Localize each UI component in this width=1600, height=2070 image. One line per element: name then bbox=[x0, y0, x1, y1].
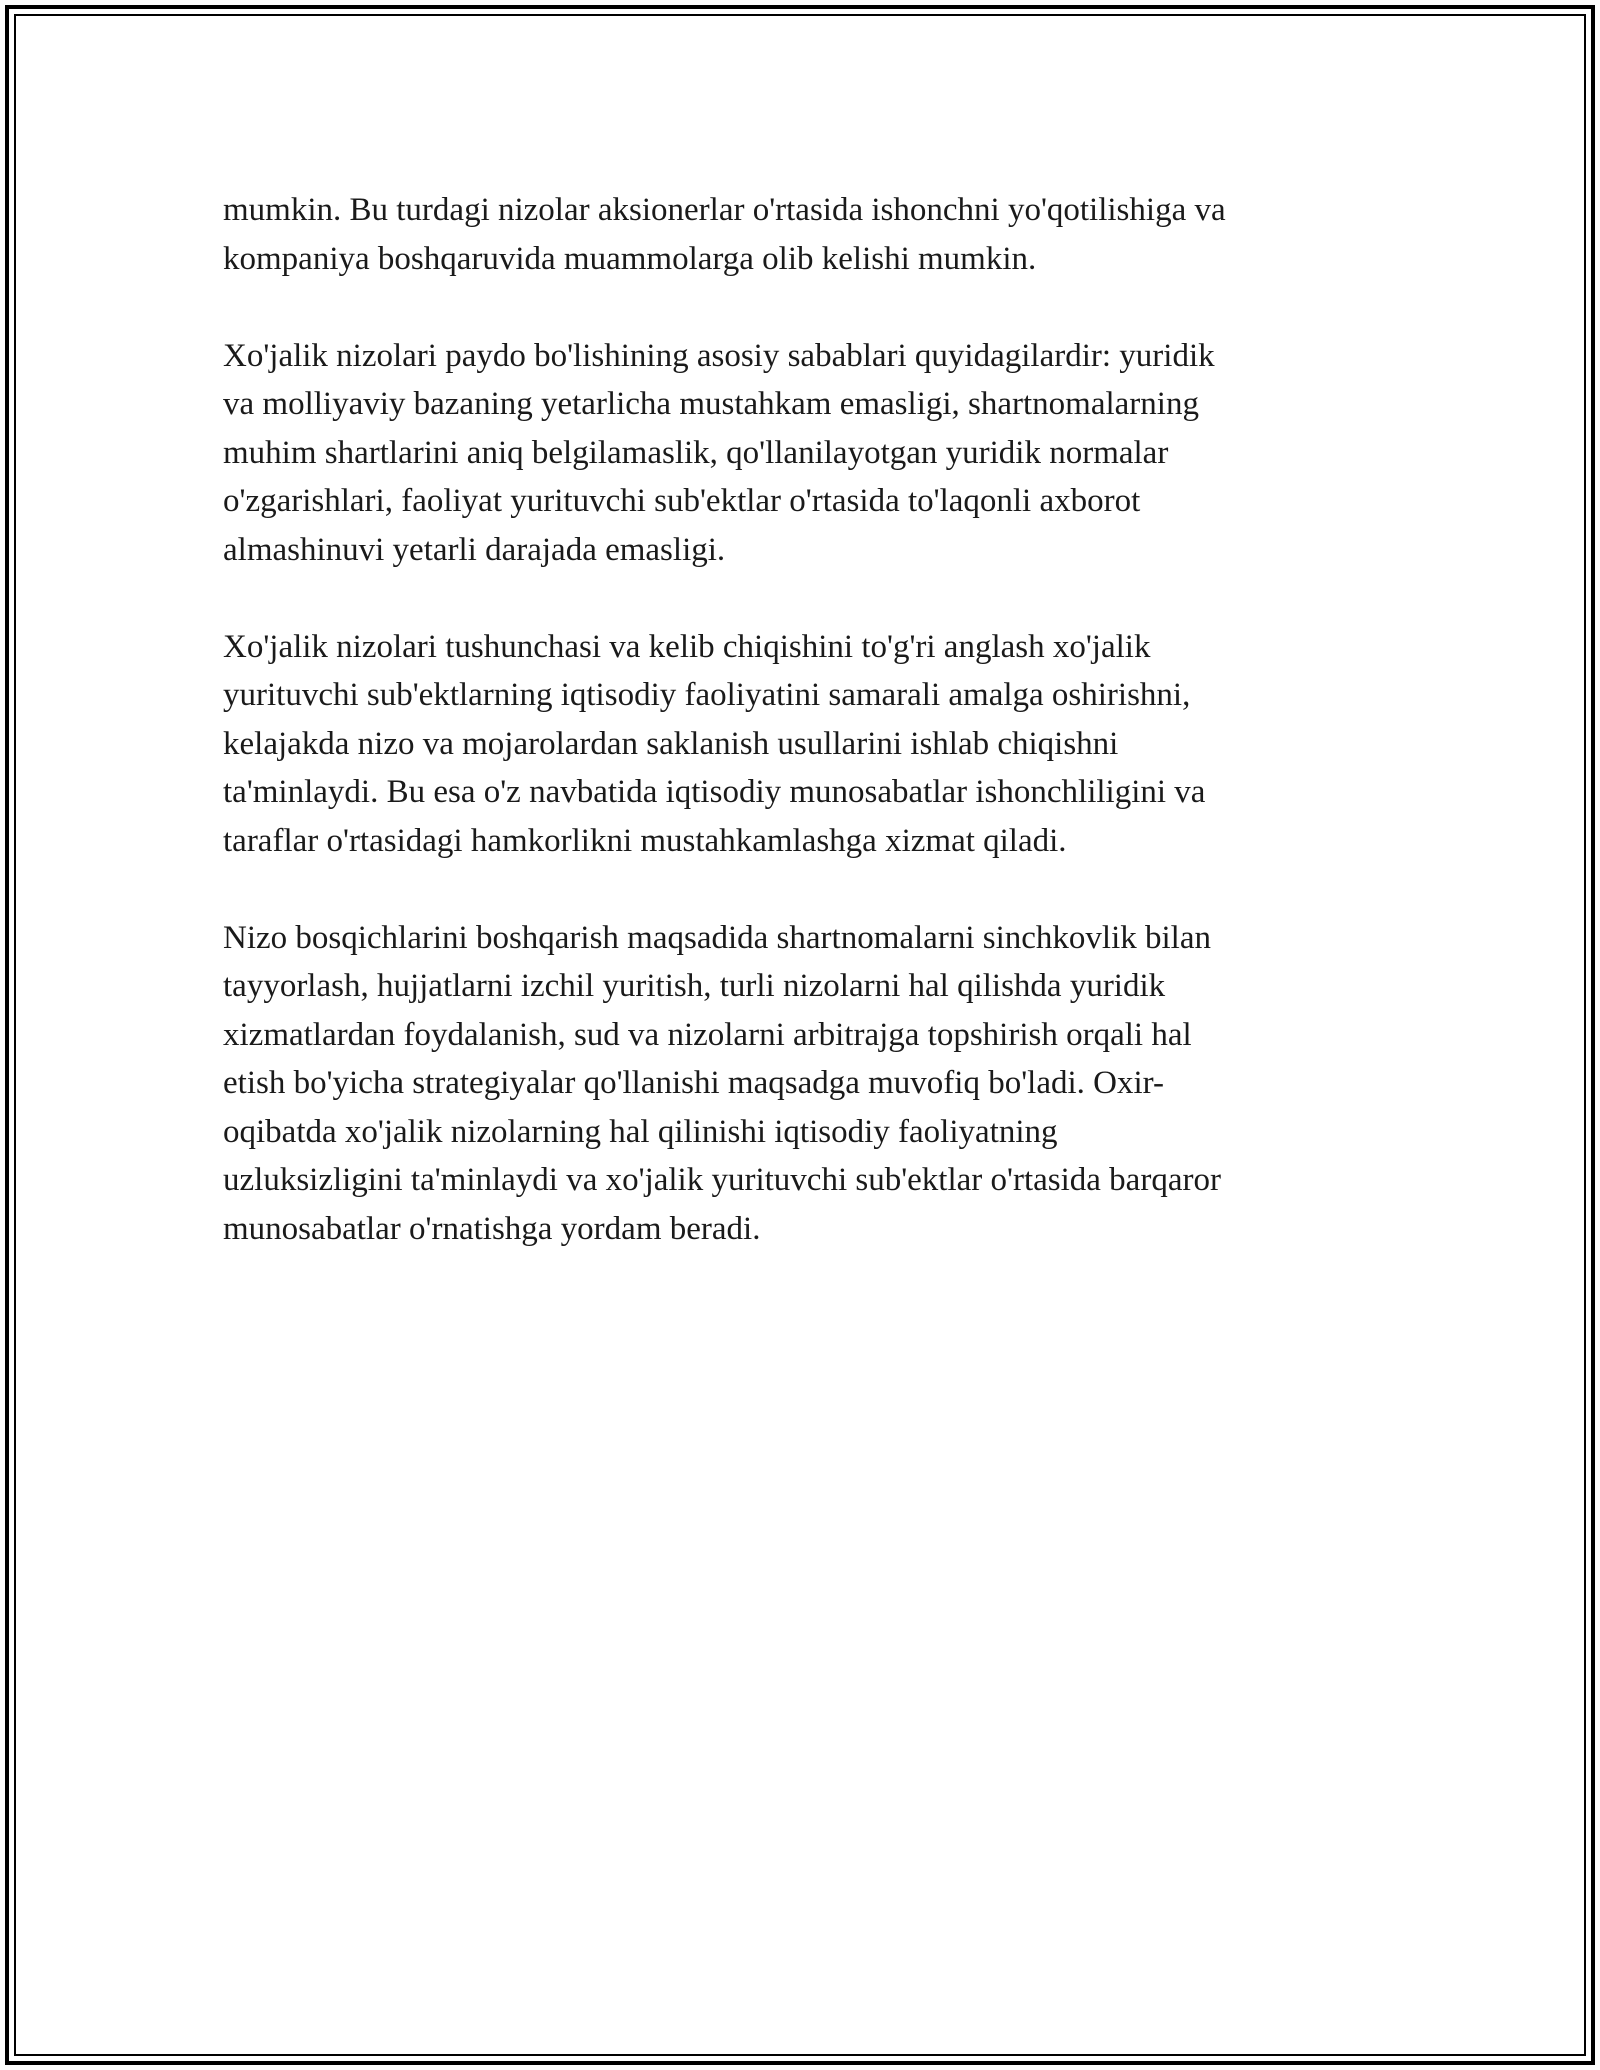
text-line: mumkin. Bu turdagi nizolar aksionerlar o'rtasida ishonchni yo'qotilishiga va bbox=[223, 192, 1226, 228]
text-line: uzluksizligini ta'minlaydi va xo'jalik yurituvchi sub'ektlar o'rtasida barqaror bbox=[223, 1162, 1221, 1198]
paragraph-1 bbox=[223, 186, 1373, 283]
document-body bbox=[223, 186, 1373, 1302]
text-line: xizmatlardan foydalanish, sud va nizolarni arbitrajga topshirish orqali hal bbox=[223, 1016, 1192, 1053]
paragraph-2 bbox=[223, 332, 1373, 575]
text-line: Xo'jalik nizolari paydo bo'lishining asosiy sabablari quyidagilardir: yuridik bbox=[223, 337, 1215, 374]
text-line: kompaniya boshqaruvida muammolarga olib kelishi mumkin. bbox=[223, 240, 1037, 277]
text-line: va molliyaviy bazaning yetarlicha mustahkam emasligi, shartnomalarning bbox=[223, 386, 1199, 422]
text-line: kelajakda nizo va mojarolardan saklanish usullarini ishlab chiqishni bbox=[223, 725, 1119, 762]
paragraph-4 bbox=[223, 914, 1373, 1254]
text-line: taraflar o'rtasidagi hamkorlikni mustahkamlashga xizmat qiladi. bbox=[223, 822, 1067, 859]
text-line: almashinuvi yetarli darajada emasligi. bbox=[223, 531, 726, 568]
text-line: Xo'jalik nizolari tushunchasi va kelib chiqishini to'g'ri anglash xo'jalik bbox=[223, 628, 1151, 665]
text-line: oqibatda xo'jalik nizolarning hal qilinishi iqtisodiy faoliyatning bbox=[223, 1113, 1058, 1150]
text-line: Nizo bosqichlarini boshqarish maqsadida shartnomalarni sinchkovlik bilan bbox=[223, 919, 1211, 956]
text-line: yurituvchi sub'ektlarning iqtisodiy faoliyatini samarali amalga oshirishni, bbox=[223, 677, 1191, 713]
text-line: ta'minlaydi. Bu esa o'z navbatida iqtisodiy munosabatlar ishonchliligini va bbox=[223, 774, 1206, 810]
text-line: muhim shartlarini aniq belgilamaslik, qo'llanilayotgan yuridik normalar bbox=[223, 434, 1169, 471]
text-line: tayyorlash, hujjatlarni izchil yuritish, turli nizolarni hal qilishda yuridik bbox=[223, 968, 1166, 1004]
paragraph-3 bbox=[223, 623, 1373, 866]
text-line: etish bo'yicha strategiyalar qo'llanishi maqsadga muvofiq bo'ladi. Oxir- bbox=[223, 1065, 1164, 1101]
text-line: o'zgarishlari, faoliyat yurituvchi sub'ektlar o'rtasida to'laqonli axborot bbox=[223, 483, 1141, 519]
text-line: munosabatlar o'rnatishga yordam beradi. bbox=[223, 1210, 761, 1247]
